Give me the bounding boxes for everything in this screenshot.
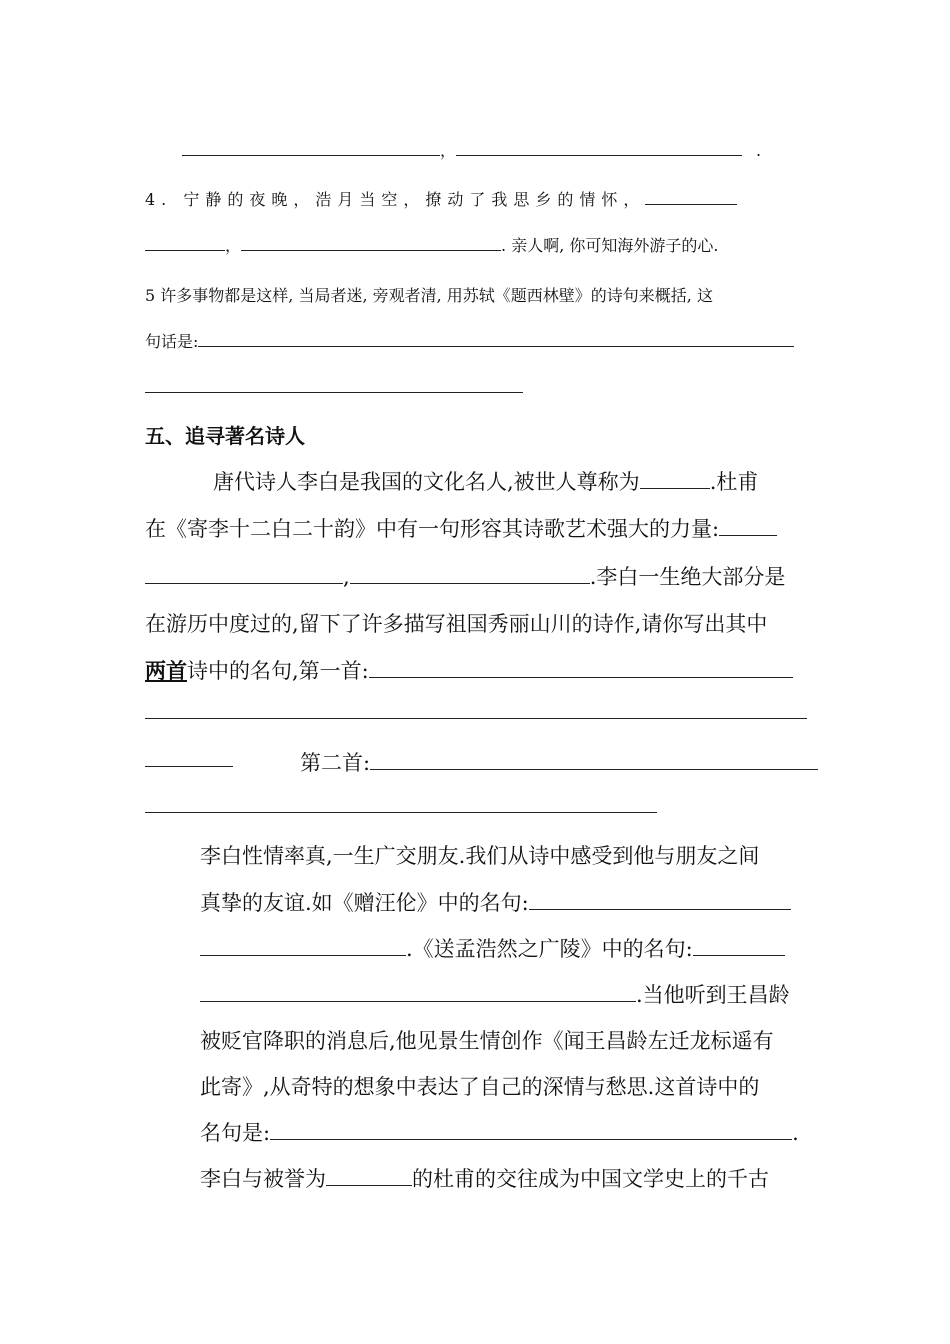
p1-text: .李白一生绝大部分是 <box>589 565 786 590</box>
p2-line-7 <box>200 1117 799 1147</box>
p1-line-5 <box>145 655 793 685</box>
p2-line-5 <box>200 1025 774 1055</box>
q4-text: 4. 宁静的夜晚，浩月当空，撩动了我思乡的情怀， <box>145 190 646 209</box>
answer-blank[interactable] <box>370 747 818 770</box>
q5-line1: 5 许多事物都是这样, 当局者迷, 旁观者清, 用苏轼《题西林壁》的诗句来概括, 这 <box>145 286 713 305</box>
q3-period: . <box>756 141 762 160</box>
p1-text: 在《寄李十二白二十韵》中有一句形容其诗歌艺术强大的力量: <box>145 517 720 542</box>
p1-text: 在游历中度过的,留下了许多描写祖国秀丽山川的诗作,请你写出其中 <box>145 612 768 636</box>
emphasis-two-poems: 两首 <box>145 658 187 684</box>
question-5-cont <box>145 329 794 352</box>
answer-blank[interactable] <box>645 187 737 205</box>
p2-line-4 <box>200 979 790 1009</box>
p2-text: 此寄》,从奇特的想象中表达了自己的深情与愁思.这首诗中的 <box>200 1075 760 1099</box>
q4-tail: . 亲人啊, 你可知海外游子的心. <box>501 236 719 255</box>
answer-line[interactable] <box>145 812 657 813</box>
answer-line[interactable] <box>145 392 523 393</box>
p2-line-2 <box>200 887 791 917</box>
p1-line-3 <box>145 561 785 591</box>
section-heading: 五、追寻著名诗人 <box>145 424 305 448</box>
answer-line[interactable] <box>145 718 807 719</box>
p2-text: 李白与被誉为 <box>200 1167 326 1192</box>
q5-line2: 句话是: <box>145 332 199 351</box>
q3-answer-line <box>182 138 761 161</box>
answer-blank[interactable] <box>145 233 225 251</box>
answer-blank[interactable] <box>241 233 501 251</box>
p1-line-4 <box>145 608 767 638</box>
p2-text: 的杜甫的交往成为中国文学史上的千古 <box>412 1167 769 1192</box>
p1-line-2 <box>145 513 777 543</box>
answer-blank[interactable] <box>350 561 590 584</box>
q4-comma: ， <box>225 236 242 255</box>
answer-line[interactable] <box>145 766 233 767</box>
answer-blank[interactable] <box>182 138 440 156</box>
answer-blank[interactable] <box>456 138 742 156</box>
answer-blank[interactable] <box>198 329 794 347</box>
p2-text: 被贬官降职的消息后,他见景生情创作《闻王昌龄左迁龙标遥有 <box>200 1029 774 1053</box>
p1-text: 诗中的名句,第一首: <box>187 659 369 684</box>
answer-blank[interactable] <box>145 561 343 584</box>
p1-line-1 <box>213 466 758 496</box>
answer-blank[interactable] <box>200 979 636 1002</box>
p2-text: . <box>792 1121 799 1146</box>
answer-blank[interactable] <box>529 887 791 910</box>
answer-blank[interactable] <box>640 466 710 489</box>
question-5 <box>145 283 713 306</box>
p2-text: .《送孟浩然之广陵》中的名句: <box>406 937 693 962</box>
p1-text: .杜甫 <box>709 470 759 495</box>
answer-blank[interactable] <box>719 513 777 536</box>
question-4-cont <box>145 233 718 256</box>
answer-blank[interactable] <box>326 1163 412 1186</box>
p2-line-3 <box>200 933 785 963</box>
p2-text: .当他听到王昌龄 <box>636 983 790 1008</box>
p2-line-8 <box>200 1163 769 1193</box>
p2-line-1 <box>200 840 759 870</box>
p1-text: 第二首: <box>300 751 371 776</box>
answer-blank[interactable] <box>200 933 406 956</box>
p1-text: 唐代诗人李白是我国的文化名人,被世人尊称为 <box>213 470 640 495</box>
p1-line-7 <box>300 747 818 777</box>
p2-line-6 <box>200 1071 759 1101</box>
p1-text: , <box>343 565 350 590</box>
answer-blank[interactable] <box>270 1117 792 1140</box>
answer-blank[interactable] <box>693 933 785 956</box>
q3-comma: ， <box>440 141 457 160</box>
p2-text: 名句是: <box>200 1121 271 1146</box>
p2-text: 真挚的友谊.如《赠汪伦》中的名句: <box>200 891 529 916</box>
answer-blank[interactable] <box>369 655 793 678</box>
question-4 <box>145 187 737 210</box>
p2-text: 李白性情率真,一生广交朋友.我们从诗中感受到他与朋友之间 <box>200 844 760 868</box>
